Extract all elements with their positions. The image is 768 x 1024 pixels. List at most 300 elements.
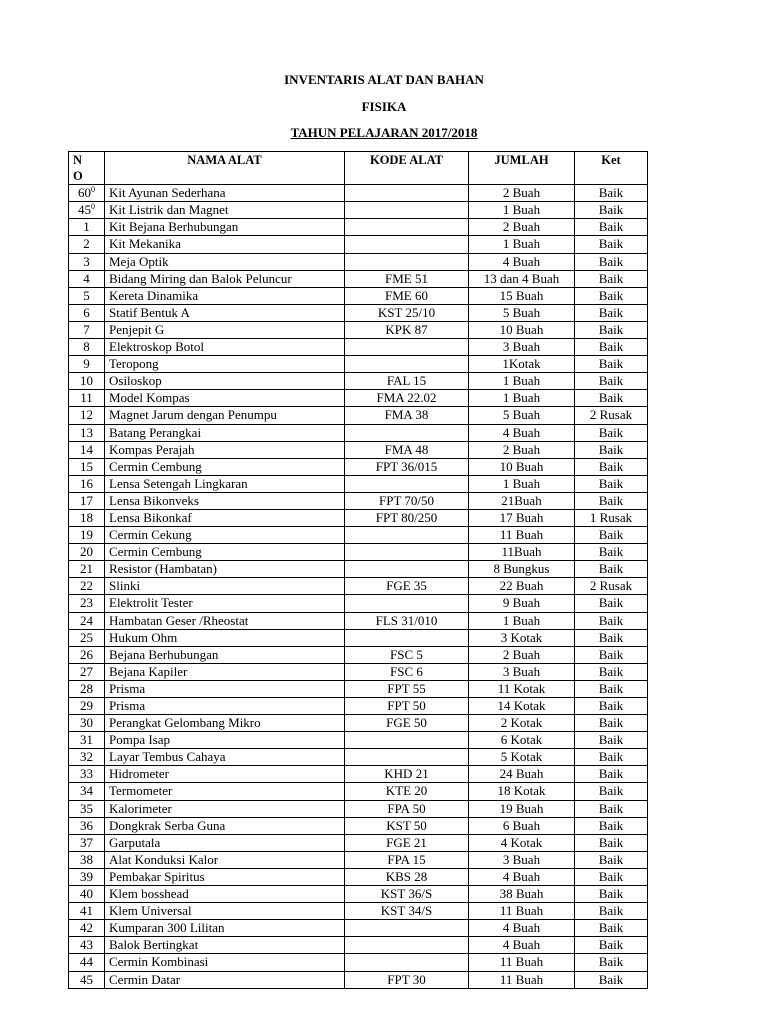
row-no <box>69 407 105 424</box>
row-jumlah-text: 9 Buah <box>502 595 541 611</box>
row-no-text: 45 <box>80 971 93 987</box>
row-ket-text: 2 Rusak <box>589 578 633 594</box>
row-jumlah-text: 10 Buah <box>499 321 544 337</box>
row-ket-text: Baik <box>598 937 624 953</box>
table-row <box>69 663 648 680</box>
row-nama-alat <box>105 663 345 680</box>
row-jumlah <box>469 783 575 800</box>
row-no <box>69 373 105 390</box>
row-no <box>69 236 105 253</box>
row-no-text: 4 <box>83 270 90 286</box>
row-kode-alat <box>345 219 469 236</box>
row-nama-alat <box>105 527 345 544</box>
row-jumlah <box>469 578 575 595</box>
row-nama-alat <box>105 868 345 885</box>
table-row <box>69 424 648 441</box>
row-kode-alat <box>345 851 469 868</box>
row-nama-alat-text: Kalorimeter <box>109 800 172 816</box>
row-nama-alat-text: Prisma <box>109 698 146 713</box>
table-row <box>69 441 648 458</box>
row-no <box>69 954 105 971</box>
row-jumlah <box>469 339 575 356</box>
row-no-text: 25 <box>80 629 93 645</box>
row-ket-text: Baik <box>598 219 624 235</box>
row-nama-alat <box>105 321 345 338</box>
row-no-text: 45 <box>78 202 91 218</box>
row-jumlah-text: 10 Buah <box>499 458 544 474</box>
row-nama-alat-text: Kit Mekanika <box>109 236 181 252</box>
row-kode-alat <box>345 492 469 509</box>
row-kode-alat <box>345 954 469 971</box>
row-nama-alat <box>105 954 345 971</box>
row-kode-alat-text: FME 60 <box>385 287 428 303</box>
table-row <box>69 458 648 475</box>
row-kode-alat-text: FPT 55 <box>387 680 426 696</box>
row-ket-text: Baik <box>598 236 624 252</box>
row-kode-alat-text: KTE 20 <box>385 783 428 799</box>
row-ket-text: Baik <box>598 356 624 372</box>
row-no <box>69 441 105 458</box>
row-kode-alat <box>345 937 469 954</box>
row-ket <box>575 236 648 253</box>
row-no <box>69 321 105 338</box>
row-no <box>69 766 105 783</box>
row-nama-alat <box>105 304 345 321</box>
row-no-text: 39 <box>80 868 93 884</box>
row-nama-alat-text: Alat Konduksi Kalor <box>109 851 219 867</box>
table-row <box>69 971 648 988</box>
row-jumlah-text: 3 Kotak <box>500 629 543 645</box>
table-row <box>69 749 648 766</box>
table-row <box>69 646 648 663</box>
table-row <box>69 612 648 629</box>
row-no-text: 35 <box>80 800 93 816</box>
row-ket <box>575 971 648 988</box>
row-ket <box>575 561 648 578</box>
row-no <box>69 663 105 680</box>
header-kode-alat: KODE ALAT <box>345 152 469 185</box>
row-kode-alat <box>345 321 469 338</box>
row-ket-text: Baik <box>598 475 624 491</box>
row-no <box>69 851 105 868</box>
row-no <box>69 612 105 629</box>
row-jumlah <box>469 390 575 407</box>
row-jumlah <box>469 698 575 715</box>
table-row <box>69 937 648 954</box>
row-ket-text: Baik <box>598 851 624 867</box>
row-jumlah <box>469 663 575 680</box>
row-jumlah <box>469 458 575 475</box>
row-ket <box>575 527 648 544</box>
row-no <box>69 595 105 612</box>
row-kode-alat <box>345 817 469 834</box>
row-kode-alat-text: KST 25/10 <box>377 304 436 320</box>
row-jumlah-text: 6 Buah <box>502 817 541 833</box>
row-ket-text: Baik <box>598 646 624 662</box>
row-no-text: 1 <box>83 219 90 235</box>
row-kode-alat <box>345 441 469 458</box>
row-kode-alat <box>345 868 469 885</box>
row-kode-alat <box>345 800 469 817</box>
row-no-text: 23 <box>80 595 93 611</box>
row-no-text: 42 <box>80 920 93 936</box>
table-row <box>69 356 648 373</box>
row-jumlah-text: 5 Buah <box>502 407 541 423</box>
row-jumlah-text: 14 Kotak <box>497 698 546 713</box>
row-no <box>69 185 105 202</box>
row-jumlah-text: 3 Buah <box>502 851 541 867</box>
inventory-table <box>68 151 648 989</box>
row-jumlah-text: 11 Kotak <box>497 680 546 696</box>
row-kode-alat <box>345 373 469 390</box>
row-ket <box>575 903 648 920</box>
row-ket-text: Baik <box>598 715 624 731</box>
row-jumlah <box>469 629 575 646</box>
row-kode-alat <box>345 527 469 544</box>
row-jumlah <box>469 800 575 817</box>
row-no <box>69 920 105 937</box>
row-ket-text: Baik <box>598 920 624 936</box>
table-row <box>69 834 648 851</box>
row-jumlah-text: 1 Buah <box>502 475 541 491</box>
row-nama-alat-text: Magnet Jarum dengan Penumpu <box>109 407 277 423</box>
row-nama-alat-text: Kit Listrik dan Magnet <box>109 202 229 218</box>
row-jumlah <box>469 886 575 903</box>
row-nama-alat-text: Garputala <box>109 834 161 850</box>
row-nama-alat-text: Meja Optik <box>109 253 169 269</box>
row-jumlah <box>469 732 575 749</box>
row-nama-alat-text: Hidrometer <box>109 766 169 782</box>
row-no <box>69 698 105 715</box>
row-jumlah <box>469 202 575 219</box>
row-ket <box>575 663 648 680</box>
row-no <box>69 253 105 270</box>
row-jumlah <box>469 920 575 937</box>
header-jumlah: JUMLAH <box>469 152 575 185</box>
row-jumlah-text: 2 Buah <box>502 219 541 235</box>
row-nama-alat-text: Cermin Kombinasi <box>109 954 209 970</box>
row-ket-text: Baik <box>598 954 624 970</box>
row-jumlah <box>469 509 575 526</box>
row-no-text: 20 <box>80 544 93 560</box>
row-jumlah-text: 4 Buah <box>502 920 541 936</box>
row-nama-alat-text: Layar Tembus Cahaya <box>109 749 226 765</box>
row-nama-alat <box>105 629 345 646</box>
row-nama-alat-text: Slinki <box>109 578 141 594</box>
row-kode-alat <box>345 834 469 851</box>
row-jumlah <box>469 407 575 424</box>
row-nama-alat-text: Batang Perangkai <box>109 424 202 440</box>
row-kode-alat <box>345 544 469 561</box>
row-no <box>69 886 105 903</box>
row-jumlah <box>469 715 575 732</box>
table-row <box>69 253 648 270</box>
row-ket <box>575 492 648 509</box>
row-no-text: 38 <box>80 851 93 867</box>
row-jumlah-text: 11 Buah <box>499 971 544 987</box>
row-nama-alat-text: Kompas Perajah <box>109 441 195 457</box>
row-jumlah-text: 4 Kotak <box>500 834 543 850</box>
table-row <box>69 304 648 321</box>
row-nama-alat <box>105 937 345 954</box>
row-ket <box>575 715 648 732</box>
row-no-text: 37 <box>80 834 93 850</box>
row-ket-text: 2 Rusak <box>589 407 633 423</box>
row-ket-text: Baik <box>598 270 624 286</box>
row-jumlah-text: 11Buah <box>501 544 542 560</box>
row-nama-alat-text: Prisma <box>109 680 146 696</box>
row-ket <box>575 595 648 612</box>
row-no <box>69 937 105 954</box>
row-kode-alat <box>345 202 469 219</box>
row-no-text: 5 <box>83 287 90 303</box>
row-nama-alat <box>105 680 345 697</box>
row-ket-text: Baik <box>598 304 624 320</box>
row-no <box>69 202 105 219</box>
row-ket <box>575 612 648 629</box>
row-jumlah <box>469 612 575 629</box>
row-no-text: 34 <box>80 783 93 799</box>
row-nama-alat-text: Elektroskop Botol <box>109 339 204 355</box>
row-ket-text: Baik <box>598 663 624 679</box>
row-no-text: 2 <box>83 236 90 252</box>
row-kode-alat-text: FGE 21 <box>386 834 427 850</box>
table-row <box>69 954 648 971</box>
row-kode-alat-text: KST 50 <box>386 817 427 833</box>
row-kode-alat <box>345 612 469 629</box>
row-kode-alat <box>345 766 469 783</box>
row-jumlah-text: 5 Kotak <box>500 749 543 765</box>
header-nama-alat: NAMA ALAT <box>105 152 345 185</box>
row-no <box>69 509 105 526</box>
table-body <box>69 185 648 988</box>
row-ket <box>575 390 648 407</box>
table-row <box>69 236 648 253</box>
row-nama-alat <box>105 834 345 851</box>
row-no <box>69 287 105 304</box>
row-jumlah-text: 2 Buah <box>502 441 541 457</box>
row-ket <box>575 185 648 202</box>
row-no <box>69 578 105 595</box>
row-kode-alat <box>345 458 469 475</box>
row-ket <box>575 219 648 236</box>
row-no <box>69 544 105 561</box>
table-row <box>69 509 648 526</box>
row-kode-alat-text: KST 36/S <box>380 886 433 902</box>
table-row <box>69 578 648 595</box>
row-kode-alat-text: FAL 15 <box>386 373 427 389</box>
row-nama-alat <box>105 253 345 270</box>
row-nama-alat-text: Lensa Setengah Lingkaran <box>109 475 248 491</box>
row-ket <box>575 509 648 526</box>
row-kode-alat <box>345 339 469 356</box>
row-no-text: 31 <box>80 732 93 748</box>
table-row <box>69 868 648 885</box>
row-ket <box>575 475 648 492</box>
row-nama-alat-text: Balok Bertingkat <box>109 937 199 953</box>
row-jumlah-text: 13 dan 4 Buah <box>483 270 560 286</box>
row-nama-alat <box>105 595 345 612</box>
row-jumlah-text: 4 Buah <box>502 868 541 884</box>
row-ket <box>575 407 648 424</box>
row-ket-text: Baik <box>598 868 624 884</box>
row-nama-alat <box>105 373 345 390</box>
row-jumlah-text: 6 Kotak <box>500 732 543 748</box>
row-no <box>69 339 105 356</box>
row-ket <box>575 287 648 304</box>
row-no-text: 15 <box>80 458 93 474</box>
row-no-superscript: 0 <box>91 202 95 212</box>
row-ket-text: Baik <box>598 595 624 611</box>
row-jumlah <box>469 646 575 663</box>
row-kode-alat <box>345 578 469 595</box>
row-kode-alat <box>345 595 469 612</box>
row-ket-text: 1 Rusak <box>589 509 633 525</box>
row-no <box>69 817 105 834</box>
row-jumlah-text: 1 Buah <box>502 373 541 389</box>
row-no-text: 19 <box>80 527 93 543</box>
row-kode-alat <box>345 715 469 732</box>
table-row <box>69 800 648 817</box>
row-jumlah-text: 18 Kotak <box>497 783 546 799</box>
row-ket <box>575 270 648 287</box>
row-ket <box>575 339 648 356</box>
row-nama-alat-text: Penjepit G <box>109 321 165 337</box>
row-no-text: 32 <box>80 749 93 765</box>
row-nama-alat-text: Dongkrak Serba Guna <box>109 817 226 833</box>
row-ket <box>575 851 648 868</box>
row-nama-alat <box>105 509 345 526</box>
row-nama-alat-text: Statif Bentuk A <box>109 304 190 320</box>
row-no-text: 30 <box>80 715 93 731</box>
row-kode-alat-text: FGE 50 <box>386 715 427 731</box>
row-ket-text: Baik <box>598 800 624 816</box>
row-no-text: 16 <box>80 475 93 491</box>
row-nama-alat-text: Osiloskop <box>109 373 162 389</box>
row-no <box>69 527 105 544</box>
row-no-text: 8 <box>83 339 90 355</box>
row-ket <box>575 800 648 817</box>
row-ket <box>575 202 648 219</box>
row-nama-alat <box>105 971 345 988</box>
row-nama-alat <box>105 903 345 920</box>
row-no-text: 7 <box>83 321 90 337</box>
row-no <box>69 390 105 407</box>
row-kode-alat <box>345 407 469 424</box>
row-kode-alat-text: FPT 70/50 <box>378 492 435 508</box>
row-jumlah <box>469 544 575 561</box>
table-row <box>69 185 648 202</box>
row-kode-alat <box>345 629 469 646</box>
row-jumlah <box>469 954 575 971</box>
row-no-text: 10 <box>80 373 93 389</box>
row-nama-alat <box>105 185 345 202</box>
row-kode-alat <box>345 424 469 441</box>
row-nama-alat-text: Hambatan Geser /Rheostat <box>109 612 249 628</box>
row-nama-alat <box>105 219 345 236</box>
row-kode-alat-text: KBS 28 <box>385 868 428 884</box>
header-no-line2: O <box>73 169 83 184</box>
row-kode-alat-text: KST 34/S <box>380 903 433 919</box>
row-jumlah-text: 1 Buah <box>502 202 541 218</box>
row-kode-alat <box>345 236 469 253</box>
row-ket <box>575 868 648 885</box>
row-kode-alat-text: FMA 22.02 <box>376 390 437 406</box>
row-ket-text: Baik <box>598 424 624 440</box>
row-no-text: 40 <box>80 886 93 902</box>
row-nama-alat-text: Lensa Bikonkaf <box>109 509 192 525</box>
row-ket <box>575 321 648 338</box>
row-jumlah-text: 1 Buah <box>502 390 541 406</box>
row-ket-text: Baik <box>598 202 624 218</box>
row-ket-text: Baik <box>598 339 624 355</box>
row-kode-alat <box>345 920 469 937</box>
row-ket-text: Baik <box>598 783 624 799</box>
row-jumlah-text: 2 Buah <box>502 185 541 201</box>
table-row <box>69 561 648 578</box>
table-row <box>69 475 648 492</box>
row-no-text: 43 <box>80 937 93 953</box>
table-row <box>69 339 648 356</box>
row-jumlah-text: 5 Buah <box>502 304 541 320</box>
row-jumlah-text: 1 Buah <box>502 612 541 628</box>
row-ket-text: Baik <box>598 698 624 713</box>
row-jumlah-text: 17 Buah <box>499 509 544 525</box>
row-jumlah <box>469 851 575 868</box>
row-nama-alat <box>105 732 345 749</box>
row-no-text: 3 <box>83 253 90 269</box>
row-nama-alat <box>105 475 345 492</box>
row-kode-alat-text: FPT 36/015 <box>375 458 438 474</box>
row-nama-alat <box>105 766 345 783</box>
row-no-text: 44 <box>80 954 93 970</box>
row-ket <box>575 749 648 766</box>
row-ket-text: Baik <box>598 458 624 474</box>
row-no <box>69 783 105 800</box>
table-row <box>69 629 648 646</box>
row-jumlah-text: 15 Buah <box>499 287 544 303</box>
row-kode-alat <box>345 475 469 492</box>
table-row <box>69 270 648 287</box>
header-no <box>69 152 105 185</box>
row-nama-alat-text: Pompa Isap <box>109 732 171 748</box>
row-jumlah <box>469 766 575 783</box>
row-no <box>69 629 105 646</box>
row-nama-alat-text: Hukum Ohm <box>109 629 178 645</box>
table-row <box>69 903 648 920</box>
row-nama-alat <box>105 817 345 834</box>
row-no-text: 27 <box>80 663 93 679</box>
row-ket <box>575 373 648 390</box>
row-nama-alat-text: Resistor (Hambatan) <box>109 561 217 577</box>
row-nama-alat <box>105 886 345 903</box>
row-nama-alat <box>105 646 345 663</box>
header-ket: Ket <box>575 152 648 185</box>
row-jumlah-text: 2 Buah <box>502 646 541 662</box>
row-kode-alat-text: KHD 21 <box>384 766 429 782</box>
table-row <box>69 886 648 903</box>
row-kode-alat <box>345 270 469 287</box>
table-row <box>69 766 648 783</box>
row-nama-alat-text: Perangkat Gelombang Mikro <box>109 715 261 731</box>
row-jumlah-text: 21Buah <box>501 492 542 508</box>
row-ket-text: Baik <box>598 766 624 782</box>
row-no-text: 17 <box>80 492 93 508</box>
row-ket <box>575 458 648 475</box>
row-jumlah-text: 24 Buah <box>499 766 544 782</box>
row-no <box>69 270 105 287</box>
row-nama-alat-text: Lensa Bikonveks <box>109 492 199 508</box>
